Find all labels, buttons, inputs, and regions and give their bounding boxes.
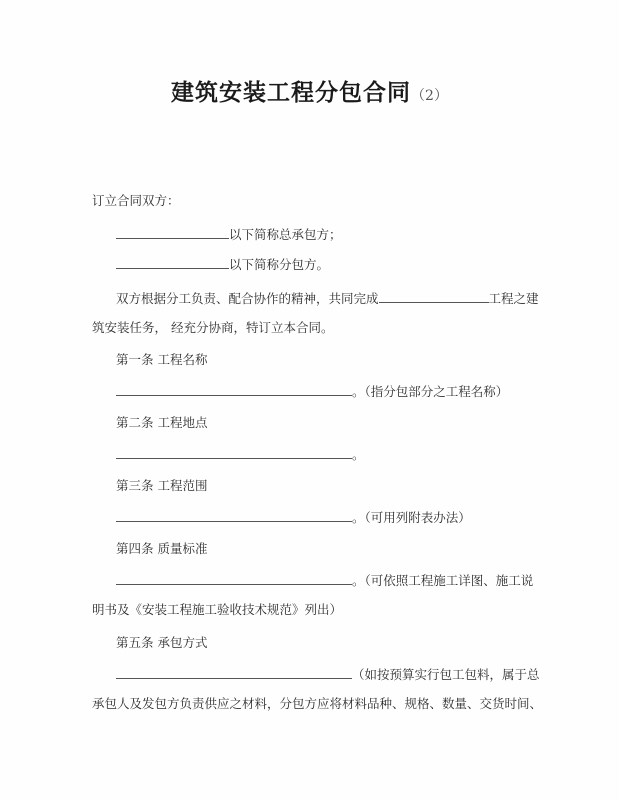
general-contractor-blank[interactable] [116,226,229,239]
article-1-blank[interactable] [116,383,352,396]
document-title [0,74,619,107]
article-2-field [116,446,365,463]
article-5-field [116,666,540,683]
title-text: 建筑安装工程分包合同 [171,79,412,106]
article-3-blank[interactable] [116,509,352,522]
article-2-blank[interactable] [116,446,352,459]
parties-heading: 订立合同双方： [92,193,180,208]
article-3-heading: 第三条 工程范围 [116,478,208,493]
article-1-field [116,383,508,400]
title-suffix: （2） [411,88,448,104]
party-general-label: 以下简称总承包方； [229,227,342,242]
article-2-heading: 第二条 工程地点 [116,415,208,430]
project-name-blank[interactable] [379,290,489,303]
article-3-note: 。（可用列附表办法） [352,510,471,525]
party-general-line [116,226,342,243]
article-4-note: 。（可依照工程施工详图、施工说 [352,573,534,588]
article-4-blank[interactable] [116,572,352,585]
subcontractor-blank[interactable] [116,256,229,269]
article-4-heading: 第四条 质量标准 [116,541,208,556]
article-4-continuation: 明书及《安装工程施工验收技术规范》列出） [92,602,343,617]
intro-part2: 工程之建 [488,291,539,306]
intro-line-2: 筑安装任务， 经充分协商，特订立本合同。 [92,320,334,335]
article-4-field [116,572,533,589]
article-1-note: 。（指分包部分之工程名称） [352,384,509,399]
article-3-field [116,509,471,526]
article-5-note: （如按预算实行包工包料，属于总 [352,667,540,682]
party-sub-line [116,256,329,273]
article-5-continuation: 承包人及发包方负责供应之材料，分包方应将材料品种、规格、数量、交货时间、 [92,696,543,711]
party-sub-label: 以下简称分包方。 [229,257,330,272]
intro-part1: 双方根据分工负责、配合协作的精神，共同完成 [116,291,379,306]
article-5-blank[interactable] [116,666,352,679]
article-2-note: 。 [352,447,365,462]
article-1-heading: 第一条 工程名称 [116,352,208,367]
article-5-heading: 第五条 承包方式 [116,635,208,650]
intro-line-1 [116,290,539,307]
